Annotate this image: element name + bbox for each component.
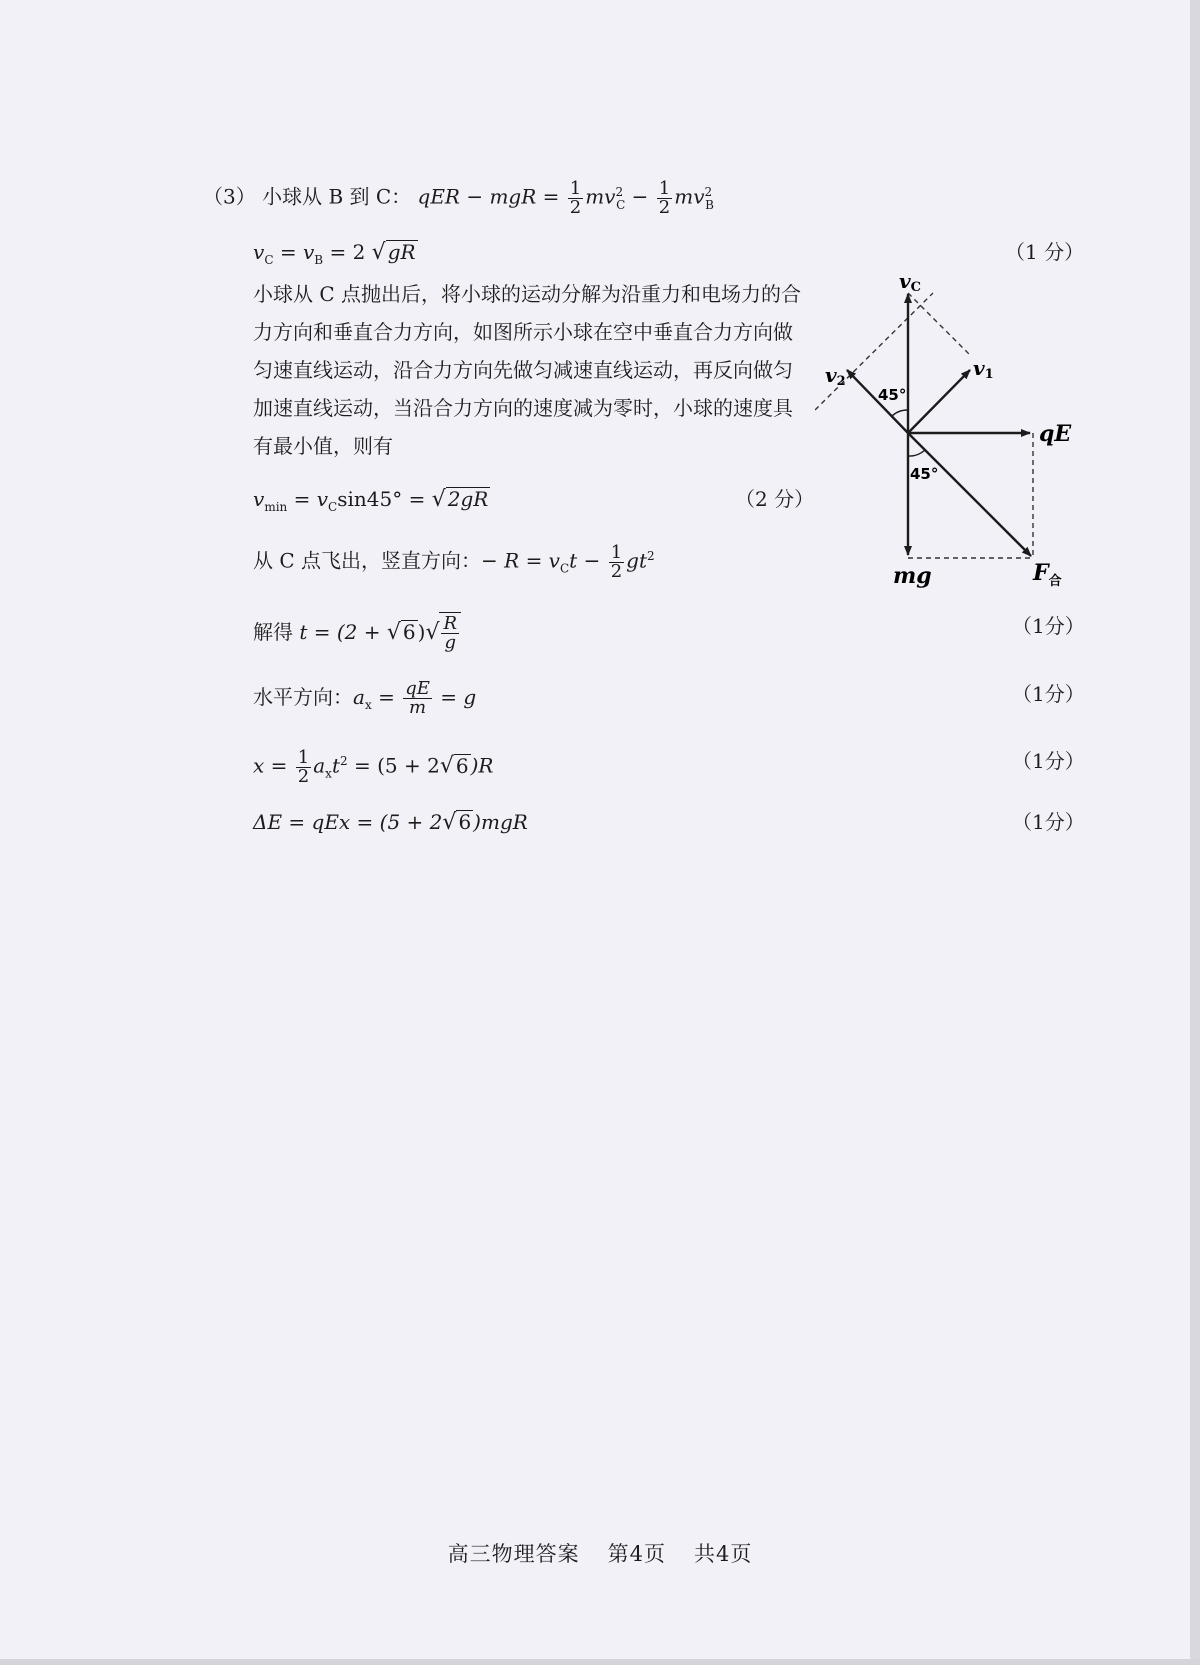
- explanation-paragraph: 小球从 C 点抛出后，将小球的运动分解为沿重力和电场力的合力方向和垂直合力方向，如图所示小球在空中垂直合力方向做匀速直线运动，沿合力方向先做匀减速直线运动，再反向做匀加速直线运动，当沿合力方向的速度减为零时，小球的速度具有最小值，则有: [253, 282, 802, 458]
- v1-label: v1: [973, 356, 994, 382]
- score: （1分）: [1012, 810, 1085, 834]
- part-label: （3）: [203, 184, 256, 209]
- vector-diagram: [815, 270, 1085, 600]
- dashed-construction-lines: [815, 293, 1033, 558]
- score: （1 分）: [1005, 240, 1085, 264]
- footer-total: 共4页: [694, 1542, 753, 1566]
- resultant-label: $F_合$: [1033, 560, 1062, 589]
- page-footer: [0, 1538, 1200, 1568]
- resultant-vector: [908, 433, 1031, 556]
- footer-title: 高三物理答案: [447, 1542, 580, 1566]
- fraction: $\frac{1}{2}$: [569, 177, 582, 218]
- score: （2 分）: [735, 487, 815, 511]
- equation-horizontal-accel: 水平方向：$a_x$ = $\frac{qE}{m}$ = g: [253, 678, 477, 718]
- angle-arc-top: [891, 410, 908, 417]
- equation-velocity: $v_C = v_B = 2$ √ gR: [253, 240, 416, 267]
- page-edge-shadow: [1190, 0, 1200, 1665]
- angle-arc-bottom: [908, 450, 925, 456]
- equation-min-velocity: $v_{min} = v_C\sin 45^\circ$ = √ 2gR: [253, 487, 489, 514]
- qe-label: qE: [1039, 421, 1072, 447]
- footer-page: 第4页: [607, 1542, 666, 1566]
- v2-label: v2: [825, 363, 846, 389]
- v1-vector: [908, 370, 970, 433]
- score: （1分）: [1012, 682, 1085, 706]
- equation-energy: （3） 小球从 B 到 C： qER − mgR = $\frac{1}{2}$ $mv^2_C$ − $\frac{1}{2}$ $mv^2_B$: [203, 177, 714, 218]
- equation-energy-change: ΔE = qEx = (5 + 2√ 6 )mgR: [253, 810, 528, 835]
- equation-time: 解得 t = (2 + √ 6 )√ $\frac{R}{g}$: [253, 612, 461, 654]
- vc-label: vC: [899, 270, 921, 295]
- score: （1分）: [1012, 749, 1085, 773]
- equation-vertical: 从 C 点飞出，竖直方向：− $R = v_Ct$ − $\frac{1}{2}$ $gt^2$: [253, 541, 655, 582]
- equation-displacement: x = $\frac{1}{2}$ $a_xt^2 = (5 + 2√$ 6 )R: [253, 746, 494, 787]
- score: （1分）: [1012, 614, 1085, 638]
- page-bottom-shadow: [0, 1659, 1200, 1665]
- angle-label-bottom: 45°: [910, 465, 939, 483]
- angle-label-top: 45°: [878, 386, 907, 404]
- mg-label: mg: [893, 563, 932, 589]
